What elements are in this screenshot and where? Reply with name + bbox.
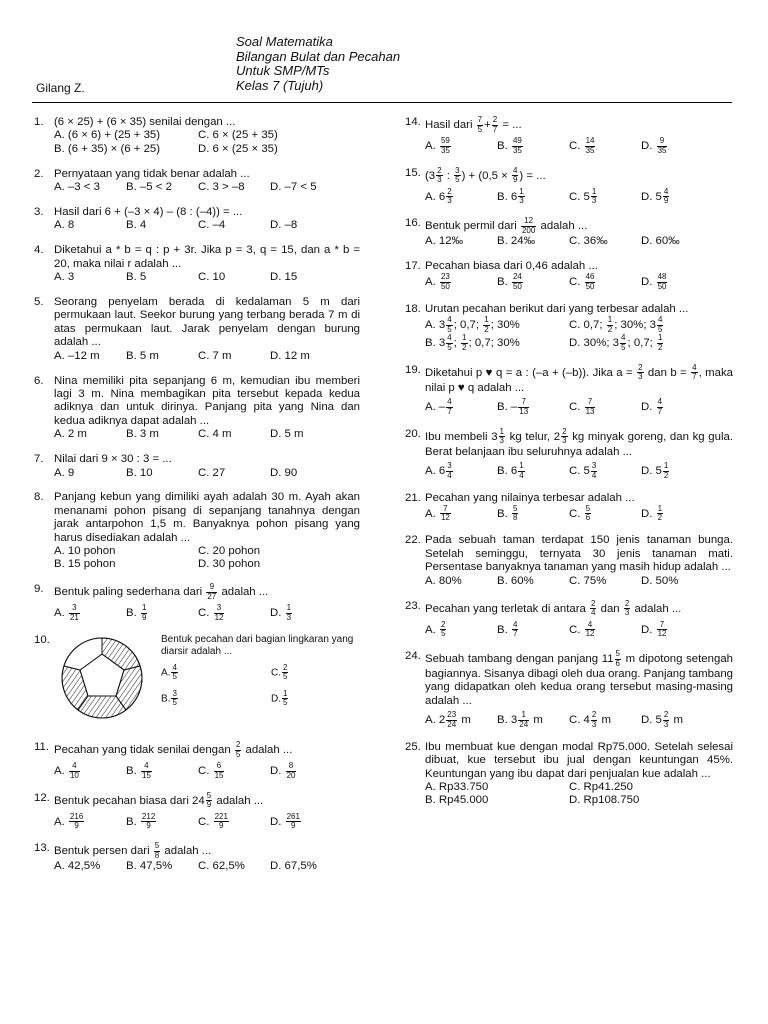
- question-text: Nilai dari 9 × 30 : 3 = ...: [54, 453, 172, 466]
- question-number: 6.: [34, 374, 44, 387]
- option-c[interactable]: C. 3 > –8: [198, 181, 245, 194]
- option-c[interactable]: C. 75%: [569, 574, 607, 587]
- option-a[interactable]: A. –3 < 3: [54, 181, 100, 194]
- question-text: Pada sebuah taman terdapat 150 jenis tanaman bunga. Setelah seminggu, ternyata 30 jenis tanaman mati. Persentase banyaknya tanaman yang masih hidup adalah ...: [425, 534, 733, 574]
- option-a[interactable]: A. 3 $\frac{4}{5}$ ; 0,7; $\frac{1}{2}$ ; 30%: [425, 315, 520, 334]
- option-d[interactable]: D. 5 $\frac{4}{9}$: [641, 186, 669, 205]
- option-c[interactable]: C. $\frac{7}{13}$: [569, 397, 595, 416]
- question-24: [405, 650, 733, 729]
- option-d[interactable]: D. 67,5%: [270, 860, 317, 873]
- question-16: [405, 217, 733, 248]
- question-text: Nina memiliki pita sepanjang 6 m, kemudian ibu memberi lagi 3 m. Nina membagikan pita tersebut kepada kedua adiknya dan untuk dirinya. Panjang pita yang Nina dan kedua adiknya dapat adalah ...: [54, 374, 360, 427]
- question-text: Pernyataan yang tidak benar adalah ...: [54, 167, 250, 180]
- option-c[interactable]: C. $\frac{14}{35}$: [569, 136, 595, 155]
- option-a[interactable]: A. $\frac{216}{9}$: [54, 811, 84, 831]
- question-number: 8.: [34, 491, 44, 504]
- option-a[interactable]: A. 42,5%: [54, 860, 101, 873]
- option-a[interactable]: A. 9: [54, 466, 75, 479]
- option-b[interactable]: B. 24‰: [497, 235, 535, 247]
- question-12: [34, 792, 360, 831]
- option-c[interactable]: C. $\frac{46}{50}$: [569, 272, 595, 291]
- option-d[interactable]: D. 5 $\frac{1}{2}$: [641, 461, 669, 480]
- option-b[interactable]: B. $\frac{212}{9}$: [126, 811, 156, 831]
- option-d[interactable]: D. $\frac{1}{2}$: [641, 503, 663, 523]
- option-d[interactable]: D. $\frac{9}{35}$: [641, 136, 667, 155]
- option-c[interactable]: C. $\frac{221}{9}$: [198, 811, 228, 831]
- question-text: Bentuk pecahan biasa dari 24 $\frac{5}{9}$ adalah ...: [54, 790, 264, 810]
- option-a[interactable]: A. 2 $\frac{23}{24}$ m: [425, 710, 471, 729]
- question-text: Pecahan yang nilainya terbesar adalah ...: [425, 491, 635, 504]
- question-number: 25.: [405, 740, 421, 753]
- option-a[interactable]: A. 6 $\frac{2}{3}$: [425, 186, 452, 205]
- option-d[interactable]: D. Rp108.750: [569, 794, 640, 807]
- option-c[interactable]: C. $\frac{4}{12}$: [569, 619, 595, 639]
- question-number: 15.: [405, 166, 421, 179]
- question-7: [34, 453, 360, 480]
- question-text: Bentuk permil dari $\frac{12}{200}$ adalah ...: [425, 216, 588, 235]
- option-a[interactable]: A. $\frac{2}{5}$: [425, 619, 446, 639]
- option-c[interactable]: C. Rp41.250: [569, 781, 633, 793]
- question-text: Pecahan biasa dari 0,46 adalah ...: [425, 259, 598, 272]
- question-23: [405, 600, 733, 639]
- question-10: [34, 634, 360, 730]
- question-number: 24.: [405, 650, 421, 663]
- option-b[interactable]: B. $\frac{49}{35}$: [497, 136, 522, 155]
- option-b[interactable]: B. 6 $\frac{1}{3}$: [497, 186, 524, 205]
- option-a[interactable]: A. 10 pohon: [54, 545, 116, 558]
- option-c[interactable]: C. 6 × (25 + 35): [198, 129, 278, 142]
- option-d[interactable]: D. $\frac{4}{7}$: [641, 397, 663, 416]
- question-number: 1.: [34, 116, 44, 128]
- question-text: Diketahui a * b = q : p + 3r. Jika p = 3, q = 15, dan a * b = 20, maka nilai r adalah ...: [54, 244, 360, 270]
- header-topic: Bilangan Bulat dan Pecahan: [236, 48, 401, 64]
- question-number: 20.: [405, 427, 421, 440]
- option-b[interactable]: B. 15 pohon: [54, 558, 116, 571]
- option-b[interactable]: B. 60%: [497, 574, 534, 587]
- option-d[interactable]: D. –8: [270, 219, 298, 232]
- question-number: 4.: [34, 244, 44, 257]
- option-b[interactable]: B. 3 $\frac{1}{24}$ m: [497, 710, 543, 729]
- question-4: [34, 244, 360, 284]
- question-text: (6 × 25) + (6 × 35) senilai dengan ...: [54, 116, 236, 128]
- option-d[interactable]: D. 15: [270, 271, 298, 284]
- left-column: [34, 116, 360, 885]
- option-a[interactable]: A. 12‰: [425, 235, 463, 247]
- option-b[interactable]: B. $\frac{5}{8}$: [497, 503, 518, 523]
- question-1: [34, 116, 360, 156]
- header-level: Untuk SMP/MTs: [236, 63, 330, 78]
- question-25: [405, 741, 733, 808]
- question-number: 21.: [405, 491, 421, 504]
- option-c[interactable]: C. 62,5%: [198, 860, 245, 873]
- author-name: Gilang Z.: [36, 81, 85, 95]
- option-d[interactable]: D. 5 m: [270, 428, 304, 441]
- option-b[interactable]: B. 3 m: [126, 428, 159, 441]
- question-number: 18.: [405, 302, 421, 315]
- question-text: Ibu membuat kue dengan modal Rp75.000. Setelah selesai dibuat, kue tersebut ibu jual dengan keuntungan 45%. Keuntungan yang ibu dapat dari penjualan kue adalah ...: [425, 740, 733, 780]
- option-d[interactable]: D. –7 < 5: [270, 181, 317, 194]
- question-number: 9.: [34, 583, 44, 596]
- option-b[interactable]: B. (6 + 35) × (6 + 25): [54, 142, 161, 155]
- option-a[interactable]: A. $\frac{4}{5}$: [161, 662, 177, 682]
- question-19: [405, 364, 733, 416]
- option-a[interactable]: A. 3: [54, 271, 75, 284]
- option-d[interactable]: D. $\frac{8}{20}$: [270, 761, 296, 780]
- option-a[interactable]: A. $\frac{23}{50}$: [425, 272, 450, 291]
- question-11: [34, 741, 360, 780]
- option-c[interactable]: C. 5 $\frac{3}{4}$: [569, 461, 597, 480]
- question-text: Seorang penyelam berada di kedalaman 5 m dari permukaan laut. Seekor burung yang terbang berada 7 m di atas permukaan laut. Jarak penyelam dengan burung adalah ...: [54, 296, 360, 349]
- question-number: 2.: [34, 167, 44, 180]
- option-c[interactable]: C. 10: [198, 271, 226, 284]
- option-d[interactable]: D. 30%; 3 $\frac{4}{5}$ ; 0,7; $\frac{1}{2}$: [569, 333, 663, 352]
- option-b[interactable]: B. $\frac{24}{50}$: [497, 272, 522, 291]
- question-number: 12.: [34, 791, 50, 804]
- option-a[interactable]: A. $\frac{4}{10}$: [54, 761, 79, 780]
- question-9: [34, 583, 360, 622]
- option-c[interactable]: C. 0,7; $\frac{1}{2}$ ; 30%; 3 $\frac{4}{5}$: [569, 315, 663, 334]
- right-column: [405, 116, 733, 819]
- question-number: 5.: [34, 296, 44, 309]
- question-number: 10.: [34, 633, 50, 646]
- option-c[interactable]: C. 36‰: [569, 235, 608, 247]
- option-d[interactable]: D. 90: [270, 466, 298, 479]
- question-text: (3 $\frac{2}{3}$ : $\frac{3}{5}$ ) + (0,5 × $\frac{4}{9}$ ) = ...: [425, 165, 546, 184]
- option-c[interactable]: C. $\frac{2}{5}$: [271, 662, 288, 682]
- option-a[interactable]: A. 80%: [425, 574, 462, 587]
- option-d[interactable]: D. $\frac{48}{50}$: [641, 272, 667, 291]
- option-c[interactable]: C. 27: [198, 466, 226, 479]
- option-c[interactable]: C. –4: [198, 219, 226, 232]
- header-divider: [32, 102, 732, 103]
- option-b[interactable]: B. 10: [126, 466, 153, 479]
- option-d[interactable]: D. 50%: [641, 574, 679, 587]
- question-text: Ibu membeli 3 $\frac{1}{3}$ kg telur, 2 $\frac{2}{3}$ kg minyak goreng, dan kg gula. Berat belanjaan ibu seluruhnya adalah ...: [425, 426, 733, 458]
- question-17: [405, 260, 733, 291]
- question-8: [34, 491, 360, 571]
- question-14: [405, 116, 733, 155]
- option-a[interactable]: A. 8: [54, 219, 75, 232]
- option-c[interactable]: C. $\frac{5}{6}$: [569, 503, 591, 523]
- question-number: 16.: [405, 217, 421, 229]
- option-b[interactable]: B. Rp45.000: [425, 794, 489, 807]
- question-number: 11.: [34, 741, 49, 754]
- option-b[interactable]: B. $\frac{4}{15}$: [126, 761, 151, 780]
- option-b[interactable]: B. 4: [126, 219, 147, 232]
- question-text: Hasil dari 6 + (–3 × 4) – (8 : (–4)) = ...: [54, 206, 243, 219]
- option-a[interactable]: A. – $\frac{4}{7}$: [425, 397, 452, 416]
- option-a[interactable]: A. –12 m: [54, 349, 100, 362]
- option-d[interactable]: D. $\frac{261}{9}$: [270, 811, 300, 831]
- question-5: [34, 296, 360, 363]
- question-number: 19.: [405, 363, 421, 376]
- worksheet-header: [236, 35, 400, 93]
- option-a[interactable]: A. $\frac{3}{21}$: [54, 603, 79, 622]
- option-a[interactable]: A. 2 m: [54, 428, 87, 441]
- option-b[interactable]: B. –5 < 2: [126, 181, 172, 194]
- question-text: Sebuah tambang dengan panjang 11 $\frac{5}{6}$ m dipotong setengah bagiannya. Sisanya dibagi oleh dua orang. Panjang tambang yang didapatkan oleh kedua orang tersebut masing-masing adalah ...: [425, 649, 733, 707]
- option-b[interactable]: B. – $\frac{7}{13}$: [497, 397, 529, 416]
- option-b[interactable]: B. 6 $\frac{1}{4}$: [497, 461, 524, 480]
- question-13: [34, 842, 360, 873]
- question-number: 23.: [405, 599, 421, 612]
- option-d[interactable]: D. 60‰: [641, 235, 680, 247]
- question-3: [34, 206, 360, 233]
- option-b[interactable]: B. 5 m: [126, 349, 159, 362]
- question-text: Pecahan yang tidak senilai dengan $\frac{2}{5}$ adalah ...: [54, 740, 293, 759]
- option-b[interactable]: B. 3 $\frac{4}{5}$ ; $\frac{1}{2}$ ; 0,7; 30%: [425, 333, 520, 352]
- question-text: Urutan pecahan berikut dari yang terbesar adalah ...: [425, 302, 689, 315]
- fraction: $\frac{9}{27}$: [207, 582, 217, 601]
- option-d[interactable]: D. 30 pohon: [198, 558, 261, 571]
- option-c[interactable]: C. 20 pohon: [198, 545, 261, 558]
- question-number: 3.: [34, 206, 44, 219]
- option-d[interactable]: D. $\frac{7}{12}$: [641, 619, 667, 639]
- option-b[interactable]: B. 5: [126, 271, 147, 284]
- option-b[interactable]: B. $\frac{3}{5}$: [161, 688, 177, 708]
- option-d[interactable]: D. 12 m: [270, 349, 310, 362]
- option-d[interactable]: D. 5 $\frac{2}{3}$ m: [641, 710, 684, 729]
- option-a[interactable]: A. $\frac{7}{12}$: [425, 503, 450, 523]
- question-number: 17.: [405, 259, 421, 272]
- option-c[interactable]: C. 4 $\frac{2}{3}$ m: [569, 710, 612, 729]
- question-number: 22.: [405, 534, 421, 547]
- option-c[interactable]: C. $\frac{6}{15}$: [198, 761, 224, 780]
- question-text: Bentuk persen dari $\frac{5}{8}$ adalah ...: [54, 841, 212, 860]
- option-b[interactable]: B. $\frac{4}{7}$: [497, 619, 518, 639]
- question-6: [34, 375, 360, 442]
- option-c[interactable]: C. 7 m: [198, 349, 232, 362]
- option-c[interactable]: C. 4 m: [198, 428, 232, 441]
- option-d[interactable]: D. 6 × (25 × 35): [198, 142, 278, 155]
- question-text: Hasil dari $\frac{7}{5}$ + $\frac{2}{7}$ = ...: [425, 115, 522, 134]
- option-a[interactable]: A. $\frac{59}{35}$: [425, 136, 450, 155]
- option-a[interactable]: A. 6 $\frac{3}{4}$: [425, 461, 452, 480]
- question-number: 7.: [34, 453, 44, 466]
- question-number: 13.: [34, 842, 50, 855]
- option-b[interactable]: B. $\frac{1}{9}$: [126, 603, 147, 622]
- question-text: Bentuk paling sederhana dari $\frac{9}{27}$ adalah ...: [54, 582, 269, 601]
- option-d[interactable]: D. $\frac{1}{3}$: [270, 603, 292, 622]
- question-18: [405, 303, 733, 352]
- question-text: Bentuk pecahan dari bagian lingkaran yang diarsir adalah ...: [161, 633, 354, 657]
- header-grade: Kelas 7 (Tujuh): [236, 77, 324, 93]
- question-10-text: [161, 634, 361, 708]
- shaded-circle-figure: [60, 636, 144, 720]
- question-text: Diketahui p ♥ q = a : (–a + (–b)). Jika a = $\frac{2}{3}$ dan b = $\frac{4}{7}$ , maka nilai p ♥ q adalah ...: [425, 362, 734, 394]
- question-15: [405, 167, 733, 206]
- header-title: Soal Matematika: [236, 34, 333, 49]
- option-b[interactable]: B. 47,5%: [126, 860, 173, 873]
- question-text: Pecahan yang terletak di antara $\frac{2}{4}$ dan $\frac{2}{3}$ adalah ...: [425, 598, 682, 618]
- option-a[interactable]: A. (6 × 6) + (25 + 35): [54, 129, 161, 142]
- option-c[interactable]: C. 5 $\frac{1}{3}$: [569, 186, 597, 205]
- question-number: 14.: [405, 116, 421, 128]
- question-21: [405, 492, 733, 523]
- question-2: [34, 168, 360, 195]
- option-c[interactable]: C. $\frac{3}{12}$: [198, 603, 224, 622]
- question-text: Panjang kebun yang dimiliki ayah adalah 30 m. Ayah akan menanami pohon pisang di sepanjang tanahnya dengan jarak antarpohon 1,5 m. Banyaknya pohon pisang yang harus disediakan adalah ...: [54, 491, 360, 544]
- option-d[interactable]: D. $\frac{1}{5}$: [271, 688, 288, 708]
- option-a[interactable]: A. Rp33.750: [425, 781, 489, 793]
- question-20: [405, 428, 733, 480]
- question-22: [405, 534, 733, 588]
